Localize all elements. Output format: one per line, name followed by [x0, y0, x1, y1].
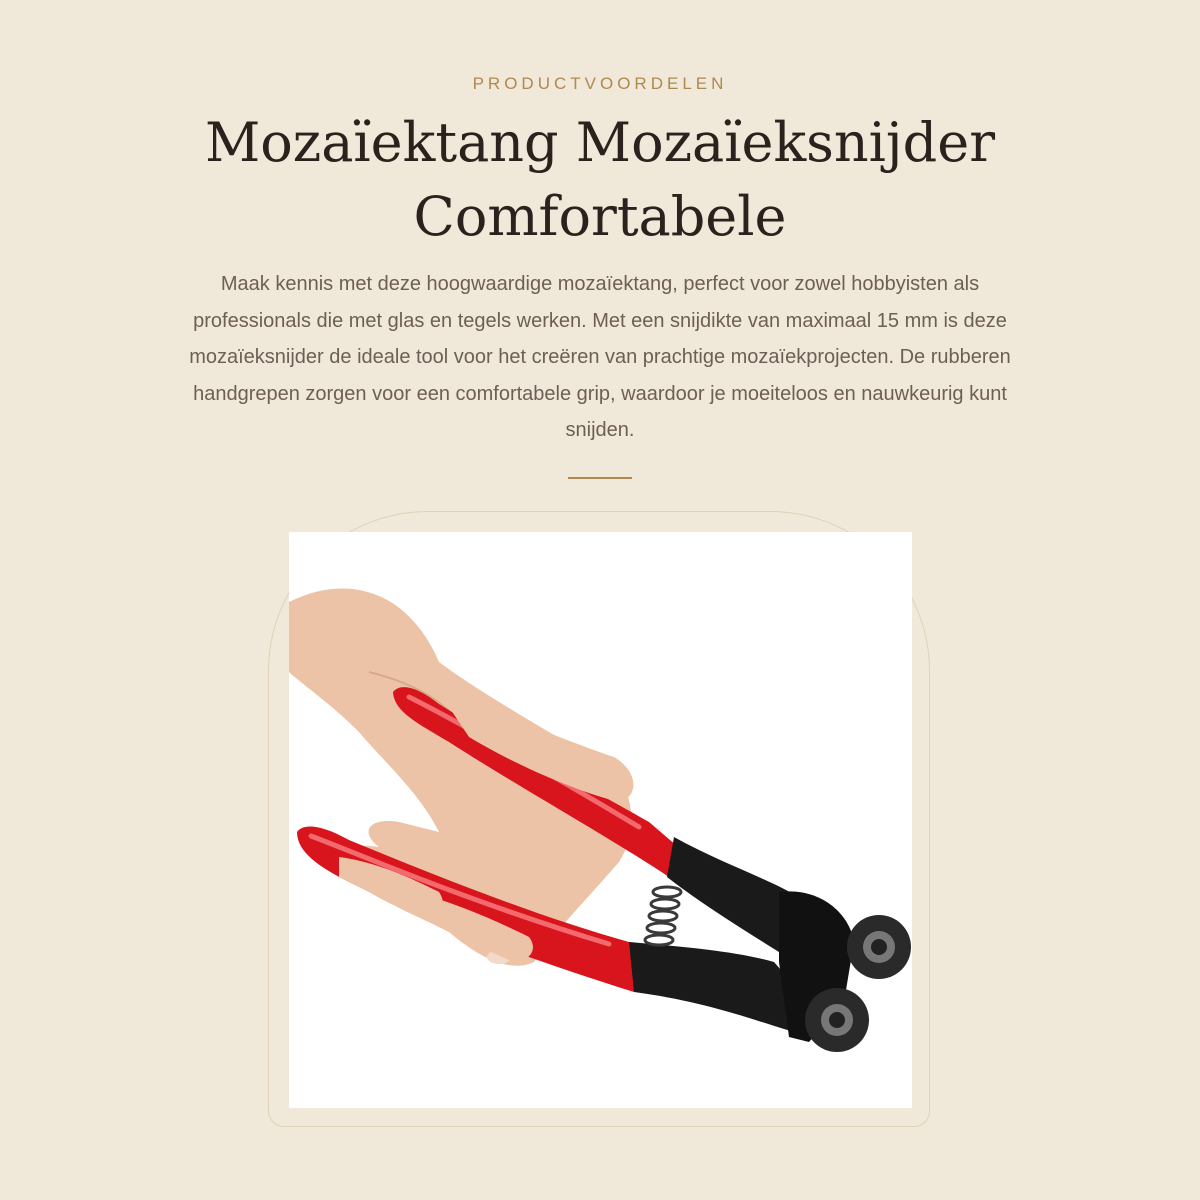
- divider-line: [568, 477, 632, 479]
- product-image: [289, 532, 912, 1108]
- section-eyebrow: PRODUCTVOORDELEN: [472, 74, 728, 93]
- product-description: Maak kennis met deze hoogwaardige mozaïektang, perfect voor zowel hobbyisten als professionals die met glas en tegels werken. Met een snijdikte van maximaal 15 mm is deze mozaïeksnijder de ideale tool voor het creëren van prachtige mozaïekprojecten. De rubberen handgrepen zorgen voor een comfortabele grip, waardoor je moeiteloos en nauwkeurig kunt snijden.: [189, 273, 1011, 441]
- tile-nipper-hand-illustration: [289, 532, 912, 1108]
- product-title: Mozaïektang Mozaïeksnijder Comfortabele: [204, 111, 996, 248]
